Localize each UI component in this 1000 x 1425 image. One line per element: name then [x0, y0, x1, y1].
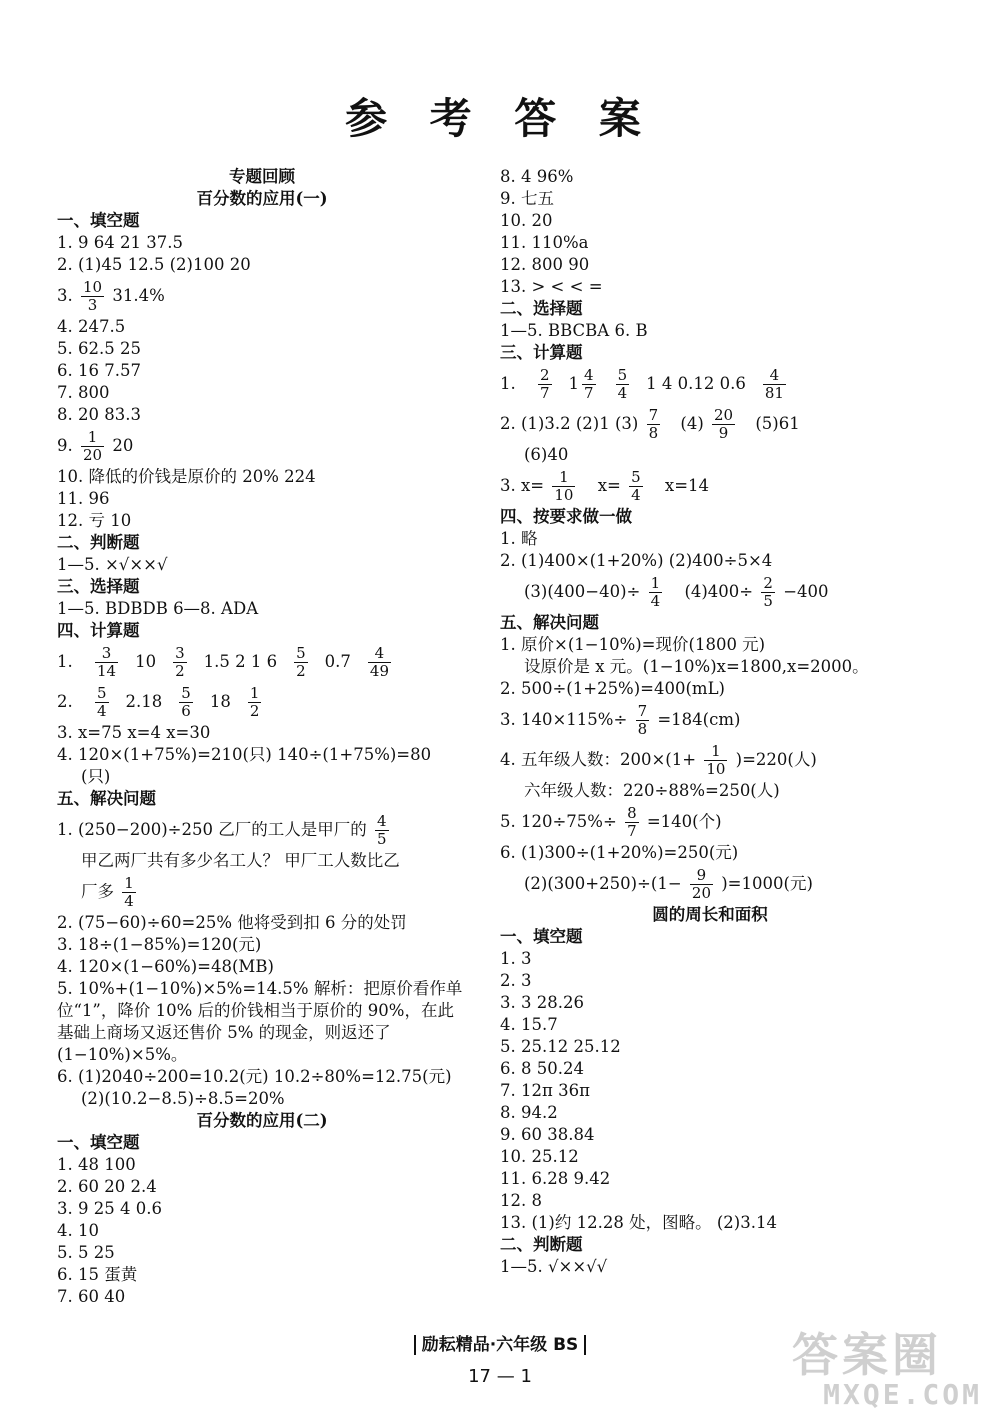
answer-line: 1. 3	[500, 949, 532, 968]
section-subtitle: 百分数的应用(一)	[196, 189, 328, 208]
answer-line: 2. 500÷(1+25%)=400(mL)	[500, 679, 725, 698]
answer-line: 2. 60 20 2.4	[57, 1177, 157, 1196]
answer-line: 2. (1)45 12.5 (2)100 20	[57, 255, 251, 274]
answer-line: 1—5. BBCBA 6. B	[500, 321, 648, 340]
fraction: $\frac{1}{10}$	[554, 468, 574, 504]
fraction: $\frac{8}{7}$	[627, 804, 637, 840]
fraction: $\frac{1}{4}$	[650, 574, 661, 610]
answer-line: 4. 120×(1+75%)=210(只) 140÷(1+75%)=80	[57, 745, 432, 764]
heading-fill: 一、填空题	[57, 1133, 140, 1152]
right-column	[500, 166, 920, 1278]
answer-line: 3. $\frac{10}{3}$ 31.4%	[57, 278, 165, 314]
answer-line: 设原价是 x 元。(1−10%)x=1800,x=2000。	[524, 657, 869, 676]
answer-line: 7. 12π 36π	[500, 1081, 590, 1100]
answer-line: (6)40	[524, 445, 569, 464]
answer-line: 7. 800	[57, 383, 110, 402]
fraction: $\frac{10}{3}$	[83, 278, 103, 314]
answer-line: (2)(10.2−8.5)÷8.5=20%	[81, 1089, 285, 1108]
answer-line: 甲乙两厂共有多少名工人？ 甲厂工人数比乙	[81, 851, 400, 870]
page-title: 参 考 答 案	[345, 94, 655, 143]
answer-line: 10. 25.12	[500, 1147, 579, 1166]
answer-line: 10. 降低的价钱是原价的 20% 224	[57, 467, 316, 486]
answer-line: 2. (1)400×(1+20%) (2)400÷5×4	[500, 551, 773, 570]
answer-line: 4. 247.5	[57, 317, 126, 336]
heading-do: 四、按要求做一做	[500, 507, 632, 526]
answer-line: 1. 略	[500, 529, 538, 548]
fraction: $\frac{4}{81}$	[764, 366, 784, 402]
answer-line: 6. (1)2040÷200=10.2(元) 10.2÷80%=12.75(元)	[57, 1067, 452, 1086]
fraction: $\frac{1}{20}$	[83, 428, 103, 464]
heading-fill: 一、填空题	[57, 211, 140, 230]
answer-line: 5. 25.12 25.12	[500, 1037, 621, 1056]
mixed-whole: 1	[568, 374, 580, 393]
answer-line: 3. 9 25 4 0.6	[57, 1199, 162, 1218]
answer-line: 7. 60 40	[57, 1287, 126, 1306]
fraction: $\frac{20}{9}$	[714, 406, 734, 442]
answer-term: 1 4 0.12 0.6	[646, 374, 746, 393]
answer-line: 4. 五年级人数：200×(1+ $\frac{1}{10}$ )=220(人)	[500, 742, 817, 778]
heading-solve: 五、解决问题	[500, 613, 599, 632]
heading-judge: 二、判断题	[57, 533, 140, 552]
answer-line: 1. $\frac{2}{7}$ 1 $\frac{4}{7}$ $\frac{5}{4}$ 1 4 0.12 0.6 $\frac{4}{81}$	[500, 366, 784, 402]
heading-choice: 三、选择题	[57, 577, 140, 596]
answer-line: 1. 48 100	[57, 1155, 136, 1174]
answer-line: 3. x= $\frac{1}{10}$ x= $\frac{5}{4}$ x=14	[500, 468, 710, 504]
answer-line: 6. 15 蛋黄	[57, 1265, 138, 1284]
answer-line: 8. 94.2	[500, 1103, 558, 1122]
fraction: $\frac{5}{4}$	[617, 366, 628, 402]
answer-term: 0.7	[324, 652, 351, 671]
answer-line: 1. 9 64 21 37.5	[57, 233, 183, 252]
page-number: 17 — 1	[468, 1366, 532, 1387]
fraction: $\frac{1}{10}$	[706, 742, 726, 778]
fraction: $\frac{5}{2}$	[296, 644, 306, 680]
answer-line: 2. (75−60)÷60=25% 他将受到扣 6 分的处罚	[57, 913, 407, 932]
fraction: $\frac{7}{8}$	[648, 406, 659, 442]
heading-calc: 四、计算题	[57, 621, 140, 640]
answer-line: 10. 20	[500, 211, 553, 230]
answer-line: 8. 4 96%	[500, 167, 574, 186]
heading-choice: 二、选择题	[500, 299, 583, 318]
answer-line: 5. 62.5 25	[57, 339, 141, 358]
answer-line: 1—5. √××√√	[500, 1257, 608, 1276]
fraction: $\frac{2}{5}$	[763, 574, 773, 610]
fraction: $\frac{5}{4}$	[97, 684, 107, 720]
answer-line: 2. (1)3.2 (2)1 (3) $\frac{7}{8}$ (4) $\frac{20}{9}$ (5)61	[500, 406, 800, 442]
section-subtitle: 圆的周长和面积	[652, 905, 768, 924]
answer-line: 12. 亏 10	[57, 511, 132, 530]
footer-brand: 励耘精品·六年级 BS	[0, 1330, 1000, 1355]
fraction: $\frac{2}{7}$	[540, 366, 550, 402]
answer-line: 1. (250−200)÷250 乙厂的工人是甲厂的 $\frac{4}{5}$	[57, 812, 387, 848]
fraction: $\frac{4}{5}$	[377, 812, 387, 848]
fraction: $\frac{3}{2}$	[175, 644, 185, 680]
heading-calc: 三、计算题	[500, 343, 583, 362]
answer-term: 18	[209, 692, 231, 711]
fraction: $\frac{5}{6}$	[181, 684, 191, 720]
answer-line: 6. 16 7.57	[57, 361, 141, 380]
answer-line: (只)	[81, 767, 111, 786]
answer-line: 1. 原价×(1−10%)=现价(1800 元)	[500, 635, 766, 654]
answer-line: 4. 10	[57, 1221, 99, 1240]
section-subtitle: 百分数的应用(二)	[196, 1111, 328, 1130]
answer-line: 11. 96	[57, 489, 110, 508]
answer-line: 3. 3 28.26	[500, 993, 584, 1012]
answer-line: 11. 110%a	[500, 233, 589, 252]
answer-line: 9. 七五	[500, 189, 554, 208]
answer-line: 2. $\frac{5}{4}$ 2.18 $\frac{5}{6}$ 18 $\frac{1}{2}$	[57, 684, 260, 720]
heading-fill: 一、填空题	[500, 927, 583, 946]
answer-line: 1—5. ×√××√	[57, 555, 168, 574]
answer-term: 1.5 2 1 6	[203, 652, 278, 671]
fraction: $\frac{1}{4}$	[124, 874, 134, 910]
answer-line: (2)(300+250)÷(1− $\frac{9}{20}$ )=1000(元)	[524, 866, 813, 902]
fraction: $\frac{4}{7}$	[584, 366, 594, 402]
answer-line: 12. 8	[500, 1191, 542, 1210]
answer-line: 3. x=75 x=4 x=30	[57, 723, 211, 742]
answer-line: 4. 15.7	[500, 1015, 558, 1034]
answer-term: 10	[135, 652, 157, 671]
answer-line: 6. (1)300÷(1+20%)=250(元)	[500, 843, 739, 862]
answer-line: (3)(400−40)÷ $\frac{1}{4}$ (4)400÷ $\frac{2}{5}$ −400	[524, 574, 829, 610]
answer-line: 11. 6.28 9.42	[500, 1169, 611, 1188]
answer-line: 厂多 $\frac{1}{4}$	[81, 874, 134, 910]
left-column	[57, 166, 467, 1308]
answer-line: 3. 18÷(1−85%)=120(元)	[57, 935, 262, 954]
answer-line: 12. 800 90	[500, 255, 590, 274]
watermark-logo: 答案圈 MXQE.COM	[792, 1328, 982, 1411]
answer-term: 2.18	[125, 692, 163, 711]
answer-line: 1—5. BDBDB 6—8. ADA	[57, 599, 259, 618]
fraction: $\frac{9}{20}$	[691, 866, 711, 902]
answer-line: 5. 5 25	[57, 1243, 115, 1262]
answer-line: 6. 8 50.24	[500, 1059, 584, 1078]
answer-line: 1. $\frac{3}{14}$ 10 $\frac{3}{2}$ 1.5 2 1 6 $\frac{5}{2}$ 0.7 $\frac{4}{49}$	[57, 644, 389, 680]
fraction: $\frac{4}{49}$	[369, 644, 389, 680]
answer-line: 2. 3	[500, 971, 532, 990]
answer-line: 9. $\frac{1}{20}$ 20	[57, 428, 134, 464]
fraction: $\frac{7}{8}$	[637, 702, 648, 738]
answer-line: 5. 120÷75%÷ $\frac{8}{7}$ =140(个)	[500, 804, 722, 840]
answer-line: 13. > < < =	[500, 277, 603, 296]
fraction: $\frac{1}{2}$	[249, 684, 260, 720]
heading-judge: 二、判断题	[500, 1235, 583, 1254]
heading-solve: 五、解决问题	[57, 789, 156, 808]
fraction: $\frac{3}{14}$	[97, 644, 117, 680]
fraction: $\frac{5}{4}$	[631, 468, 641, 504]
answer-line: 3. 140×115%÷ $\frac{7}{8}$ =184(cm)	[500, 702, 741, 738]
section-title: 专题回顾	[229, 167, 295, 186]
answer-line: 13. (1)约 12.28 处，图略。 (2)3.14	[500, 1213, 777, 1232]
answer-line: 5. 10%+(1−10%)×5%=14.5% 解析：把原价看作单位“1”，降价 10% 后的价钱相当于原价的 90%，在此基础上商场又返还售价 5% 的现金，则返还了(1−10%)×5%。	[57, 979, 463, 1064]
answer-line: 9. 60 38.84	[500, 1125, 595, 1144]
answer-line: 8. 20 83.3	[57, 405, 141, 424]
answer-line: 4. 120×(1−60%)=48(MB)	[57, 957, 274, 976]
answer-line: 六年级人数：220÷88%=250(人)	[524, 781, 780, 800]
